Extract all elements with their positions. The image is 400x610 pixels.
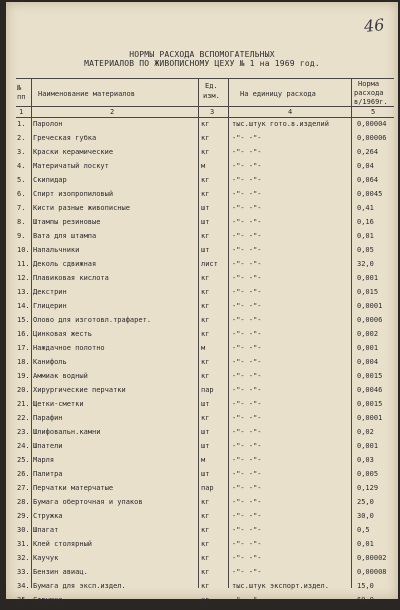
- row-number: 16.: [17, 330, 30, 338]
- unit-of-measure: кг: [201, 498, 210, 506]
- row-number: 17.: [17, 344, 30, 352]
- per-unit-basis: -"- -"-: [232, 344, 262, 352]
- norm-value: 0,0015: [357, 400, 383, 408]
- per-unit-basis: -"- -"-: [232, 484, 262, 492]
- table-row: [6, 288, 398, 302]
- row-number: 18.: [17, 358, 30, 366]
- material-name: Бензин авиац.: [33, 568, 88, 576]
- table-row: [6, 162, 398, 176]
- material-name: Плавиковая кислота: [33, 274, 109, 282]
- norm-value: 0,064: [357, 176, 379, 184]
- per-unit-basis: -"- -"-: [232, 470, 262, 478]
- norm-value: 60,0: [357, 596, 374, 604]
- norm-value: 0,02: [357, 428, 374, 436]
- document-page: [6, 2, 398, 604]
- per-unit-basis: -"- -"-: [232, 568, 262, 576]
- table-row: [6, 484, 398, 498]
- column-number-5: 5: [371, 108, 376, 116]
- norm-value: 0,001: [357, 442, 379, 450]
- norm-value: 0,0046: [357, 386, 383, 394]
- unit-of-measure: кг: [201, 274, 210, 282]
- material-name: Материчатый лоскут: [33, 162, 109, 170]
- material-name: Греческая губка: [33, 134, 97, 142]
- per-unit-basis: -"- -"-: [232, 274, 262, 282]
- column-number-4: 4: [288, 108, 293, 116]
- table-row: [6, 568, 398, 582]
- norm-value: 0,16: [357, 218, 374, 226]
- unit-of-measure: м: [201, 162, 206, 170]
- norm-value: 0,41: [357, 204, 374, 212]
- header-unit-line-1: Ед.: [205, 82, 218, 90]
- norm-value: 0,0015: [357, 372, 383, 380]
- header-name: Наименование материалов: [38, 90, 135, 98]
- per-unit-basis: тыс.штук гото.в.изделий: [232, 120, 329, 128]
- material-name: Перчатки матерчатые: [33, 484, 114, 492]
- row-number: 19.: [17, 372, 30, 380]
- table-row: [6, 498, 398, 512]
- material-name: Аммиак водный: [33, 372, 88, 380]
- material-name: Шпатели: [33, 442, 63, 450]
- per-unit-basis: -"- -"-: [232, 232, 262, 240]
- document-title-line-2: МАТЕРИАЛОВ ПО ЖИВОПИСНОМУ ЦЕХУ № 1 на 1969 год.: [84, 59, 320, 68]
- norm-value: 30,0: [357, 512, 374, 520]
- norm-value: 0,005: [357, 470, 379, 478]
- material-name: Деколь сдвижная: [33, 260, 97, 268]
- row-number: 23.: [17, 428, 30, 436]
- table-row: [6, 176, 398, 190]
- unit-of-measure: кг: [201, 568, 210, 576]
- material-name: Бумага для эксп.издел.: [33, 582, 126, 590]
- norm-value: 0,01: [357, 232, 374, 240]
- unit-of-measure: шт: [201, 470, 210, 478]
- header-description: На единицу расхода: [240, 90, 316, 98]
- unit-of-measure: кг: [201, 330, 210, 338]
- unit-of-measure: кг: [201, 134, 210, 142]
- unit-of-measure: кг: [201, 554, 210, 562]
- per-unit-basis: -"- -"-: [232, 218, 262, 226]
- table-row: [6, 470, 398, 484]
- table-row: [6, 274, 398, 288]
- material-name: Штампы резиновые: [33, 218, 101, 226]
- norm-value: 0,001: [357, 274, 379, 282]
- row-number: 5.: [17, 176, 26, 184]
- norm-value: 32,0: [357, 260, 374, 268]
- unit-of-measure: шт: [201, 218, 210, 226]
- table-row: [6, 456, 398, 470]
- table-row: [6, 204, 398, 218]
- per-unit-basis: -"- -"-: [232, 330, 262, 338]
- table-row: [6, 120, 398, 134]
- material-name: Стружка: [33, 512, 63, 520]
- norm-value: 0,0001: [357, 414, 383, 422]
- norm-value: 0,015: [357, 288, 379, 296]
- per-unit-basis: тыс.штук экспорт.издел.: [232, 582, 329, 590]
- table-row: [6, 302, 398, 316]
- material-name: Олово для изготовл.трафарет.: [33, 316, 152, 324]
- row-number: 34.: [17, 582, 30, 590]
- row-number: 25.: [17, 456, 30, 464]
- per-unit-basis: -"- -"-: [232, 302, 262, 310]
- norm-value: 0,0045: [357, 190, 383, 198]
- material-name: Щетки-сметки: [33, 400, 84, 408]
- material-name: Шлифовальн.камни: [33, 428, 101, 436]
- row-number: 24.: [17, 442, 30, 450]
- table-row: [6, 246, 398, 260]
- norm-value: 0,00006: [357, 134, 387, 142]
- unit-of-measure: кг: [201, 414, 210, 422]
- per-unit-basis: -"- -"-: [232, 540, 262, 548]
- per-unit-basis: -"- -"-: [232, 260, 262, 268]
- per-unit-basis: -"- -"-: [232, 246, 262, 254]
- row-number: 15.: [17, 316, 30, 324]
- per-unit-basis: -"- -"-: [232, 386, 262, 394]
- column-number-1: 1: [19, 108, 24, 116]
- table-row: [6, 190, 398, 204]
- material-name: Канифоль: [33, 358, 67, 366]
- material-name: Цинковая жесть: [33, 330, 93, 338]
- unit-of-measure: шт: [201, 400, 210, 408]
- norm-value: 0,129: [357, 484, 379, 492]
- per-unit-basis: -"- -"-: [232, 190, 262, 198]
- per-unit-basis: -"- -"-: [232, 596, 262, 604]
- table-row: [6, 400, 398, 414]
- row-number: 14.: [17, 302, 30, 310]
- row-number: 21.: [17, 400, 30, 408]
- row-number: 3.: [17, 148, 26, 156]
- norm-value: 0,00008: [357, 568, 387, 576]
- per-unit-basis: -"- -"-: [232, 162, 262, 170]
- per-unit-basis: -"- -"-: [232, 498, 262, 506]
- unit-of-measure: кг: [201, 526, 210, 534]
- material-name: Спирт изопропиловый: [33, 190, 114, 198]
- row-number: 30.: [17, 526, 30, 534]
- row-number: 32.: [17, 554, 30, 562]
- row-number: 28.: [17, 498, 30, 506]
- material-name: Шпагат: [33, 526, 59, 534]
- table-row: [6, 330, 398, 344]
- material-name: Краски керамические: [33, 148, 114, 156]
- material-name: Скипидар: [33, 176, 67, 184]
- row-number: 12.: [17, 274, 30, 282]
- column-number-rule: [16, 117, 394, 118]
- column-number-2: 2: [110, 108, 115, 116]
- row-number: 13.: [17, 288, 30, 296]
- unit-of-measure: шт: [201, 246, 210, 254]
- row-number: 20.: [17, 386, 30, 394]
- unit-of-measure: кг: [201, 372, 210, 380]
- table-row: [6, 442, 398, 456]
- per-unit-basis: -"- -"-: [232, 428, 262, 436]
- unit-of-measure: пар: [201, 386, 214, 394]
- per-unit-basis: -"- -"-: [232, 176, 262, 184]
- table-row: [6, 596, 398, 610]
- table-row: [6, 358, 398, 372]
- row-number: 7.: [17, 204, 26, 212]
- table-row: [6, 428, 398, 442]
- table-row: [6, 372, 398, 386]
- row-number: 4.: [17, 162, 26, 170]
- norm-value: 0,264: [357, 148, 379, 156]
- table-row: [6, 260, 398, 274]
- unit-of-measure: м: [201, 344, 206, 352]
- per-unit-basis: -"- -"-: [232, 554, 262, 562]
- material-name: Хирургические перчатки: [33, 386, 126, 394]
- norm-value: 0,04: [357, 162, 374, 170]
- row-number: 22.: [17, 414, 30, 422]
- table-row: [6, 512, 398, 526]
- per-unit-basis: -"- -"-: [232, 372, 262, 380]
- row-number: 35.: [17, 596, 30, 604]
- unit-of-measure: кг: [201, 512, 210, 520]
- norm-value: 0,001: [357, 344, 379, 352]
- row-number: 33.: [17, 568, 30, 576]
- norm-value: 0,00004: [357, 120, 387, 128]
- norm-value: 0,004: [357, 358, 379, 366]
- material-name: Бумага оберточная и упаков: [33, 498, 143, 506]
- norm-value: 0,5: [357, 526, 370, 534]
- unit-of-measure: кг: [201, 190, 210, 198]
- row-number: 1.: [17, 120, 26, 128]
- per-unit-basis: -"- -"-: [232, 288, 262, 296]
- material-name: Декстрин: [33, 288, 67, 296]
- per-unit-basis: -"- -"-: [232, 358, 262, 366]
- material-name: Наждачное полотно: [33, 344, 105, 352]
- table-row: [6, 344, 398, 358]
- row-number: 10.: [17, 246, 30, 254]
- unit-of-measure: шт: [201, 204, 210, 212]
- table-row: [6, 148, 398, 162]
- per-unit-basis: -"- -"-: [232, 148, 262, 156]
- table-row: [6, 554, 398, 568]
- unit-of-measure: кг: [201, 302, 210, 310]
- material-name: Палитра: [33, 470, 63, 478]
- unit-of-measure: кг: [201, 358, 210, 366]
- unit-of-measure: кг: [201, 120, 210, 128]
- per-unit-basis: -"- -"-: [232, 400, 262, 408]
- unit-of-measure: шт: [201, 442, 210, 450]
- row-number: 27.: [17, 484, 30, 492]
- document-title-line-1: НОРМЫ РАСХОДА ВСПОМОГАТЕЛЬНЫХ: [129, 50, 275, 59]
- material-name: Вата для штампа: [33, 232, 97, 240]
- table-row: [6, 582, 398, 596]
- norm-value: 15,0: [357, 582, 374, 590]
- row-number: 26.: [17, 470, 30, 478]
- material-name: Марля: [33, 456, 55, 464]
- material-name: Глицерин: [33, 302, 67, 310]
- norm-value: 0,05: [357, 246, 374, 254]
- row-number: 9.: [17, 232, 26, 240]
- unit-of-measure: шт: [201, 428, 210, 436]
- per-unit-basis: -"- -"-: [232, 316, 262, 324]
- norm-value: 0,01: [357, 540, 374, 548]
- material-name: Парафин: [33, 414, 63, 422]
- row-number: 6.: [17, 190, 26, 198]
- page-folio-number: 46: [362, 14, 385, 37]
- table-row: [6, 540, 398, 554]
- column-number-3: 3: [210, 108, 215, 116]
- header-num-line-2: пп: [17, 93, 26, 101]
- row-number: 11.: [17, 260, 30, 268]
- table-row: [6, 134, 398, 148]
- row-number: 8.: [17, 218, 26, 226]
- per-unit-basis: -"- -"-: [232, 512, 262, 520]
- unit-of-measure: кг: [201, 288, 210, 296]
- per-unit-basis: -"- -"-: [232, 204, 262, 212]
- unit-of-measure: кг: [201, 316, 210, 324]
- unit-of-measure: м: [201, 456, 206, 464]
- per-unit-basis: -"- -"-: [232, 456, 262, 464]
- unit-of-measure: кг: [201, 540, 210, 548]
- unit-of-measure: кг: [201, 232, 210, 240]
- norm-value: 25,0: [357, 498, 374, 506]
- table-row: [6, 386, 398, 400]
- norm-value: 0,03: [357, 456, 374, 464]
- row-number: 2.: [17, 134, 26, 142]
- norm-value: 0,0001: [357, 302, 383, 310]
- material-name: Кисти разные живописные: [33, 204, 130, 212]
- unit-of-measure: кг: [201, 148, 210, 156]
- per-unit-basis: -"- -"-: [232, 526, 262, 534]
- unit-of-measure: кг: [201, 176, 210, 184]
- row-number: 29.: [17, 512, 30, 520]
- table-row: [6, 232, 398, 246]
- unit-of-measure: пар: [201, 484, 214, 492]
- material-name: Клей столярный: [33, 540, 93, 548]
- norm-value: 0,00002: [357, 554, 387, 562]
- material-name: Паролон: [33, 120, 63, 128]
- header-value-line-3: в/1969г.: [354, 98, 388, 106]
- unit-of-measure: кг: [201, 596, 210, 604]
- norm-value: 0,0006: [357, 316, 383, 324]
- unit-of-measure: кг: [201, 582, 210, 590]
- material-name: Каучук: [33, 554, 59, 562]
- header-num-line-1: №: [17, 84, 22, 92]
- header-value-line-2: расхода: [354, 89, 384, 97]
- header-value-line-1: Норма: [358, 80, 380, 88]
- header-bottom-rule: [16, 106, 394, 107]
- unit-of-measure: лист: [201, 260, 218, 268]
- row-number: 31.: [17, 540, 30, 548]
- per-unit-basis: -"- -"-: [232, 442, 262, 450]
- table-row: [6, 526, 398, 540]
- material-name: Напальчники: [33, 246, 80, 254]
- norm-value: 0,002: [357, 330, 379, 338]
- per-unit-basis: -"- -"-: [232, 414, 262, 422]
- per-unit-basis: -"- -"-: [232, 134, 262, 142]
- material-name: Стружка: [33, 596, 63, 604]
- table-top-rule: [16, 78, 394, 79]
- header-unit-line-2: изм.: [203, 92, 220, 100]
- table-row: [6, 316, 398, 330]
- table-row: [6, 414, 398, 428]
- table-row: [6, 218, 398, 232]
